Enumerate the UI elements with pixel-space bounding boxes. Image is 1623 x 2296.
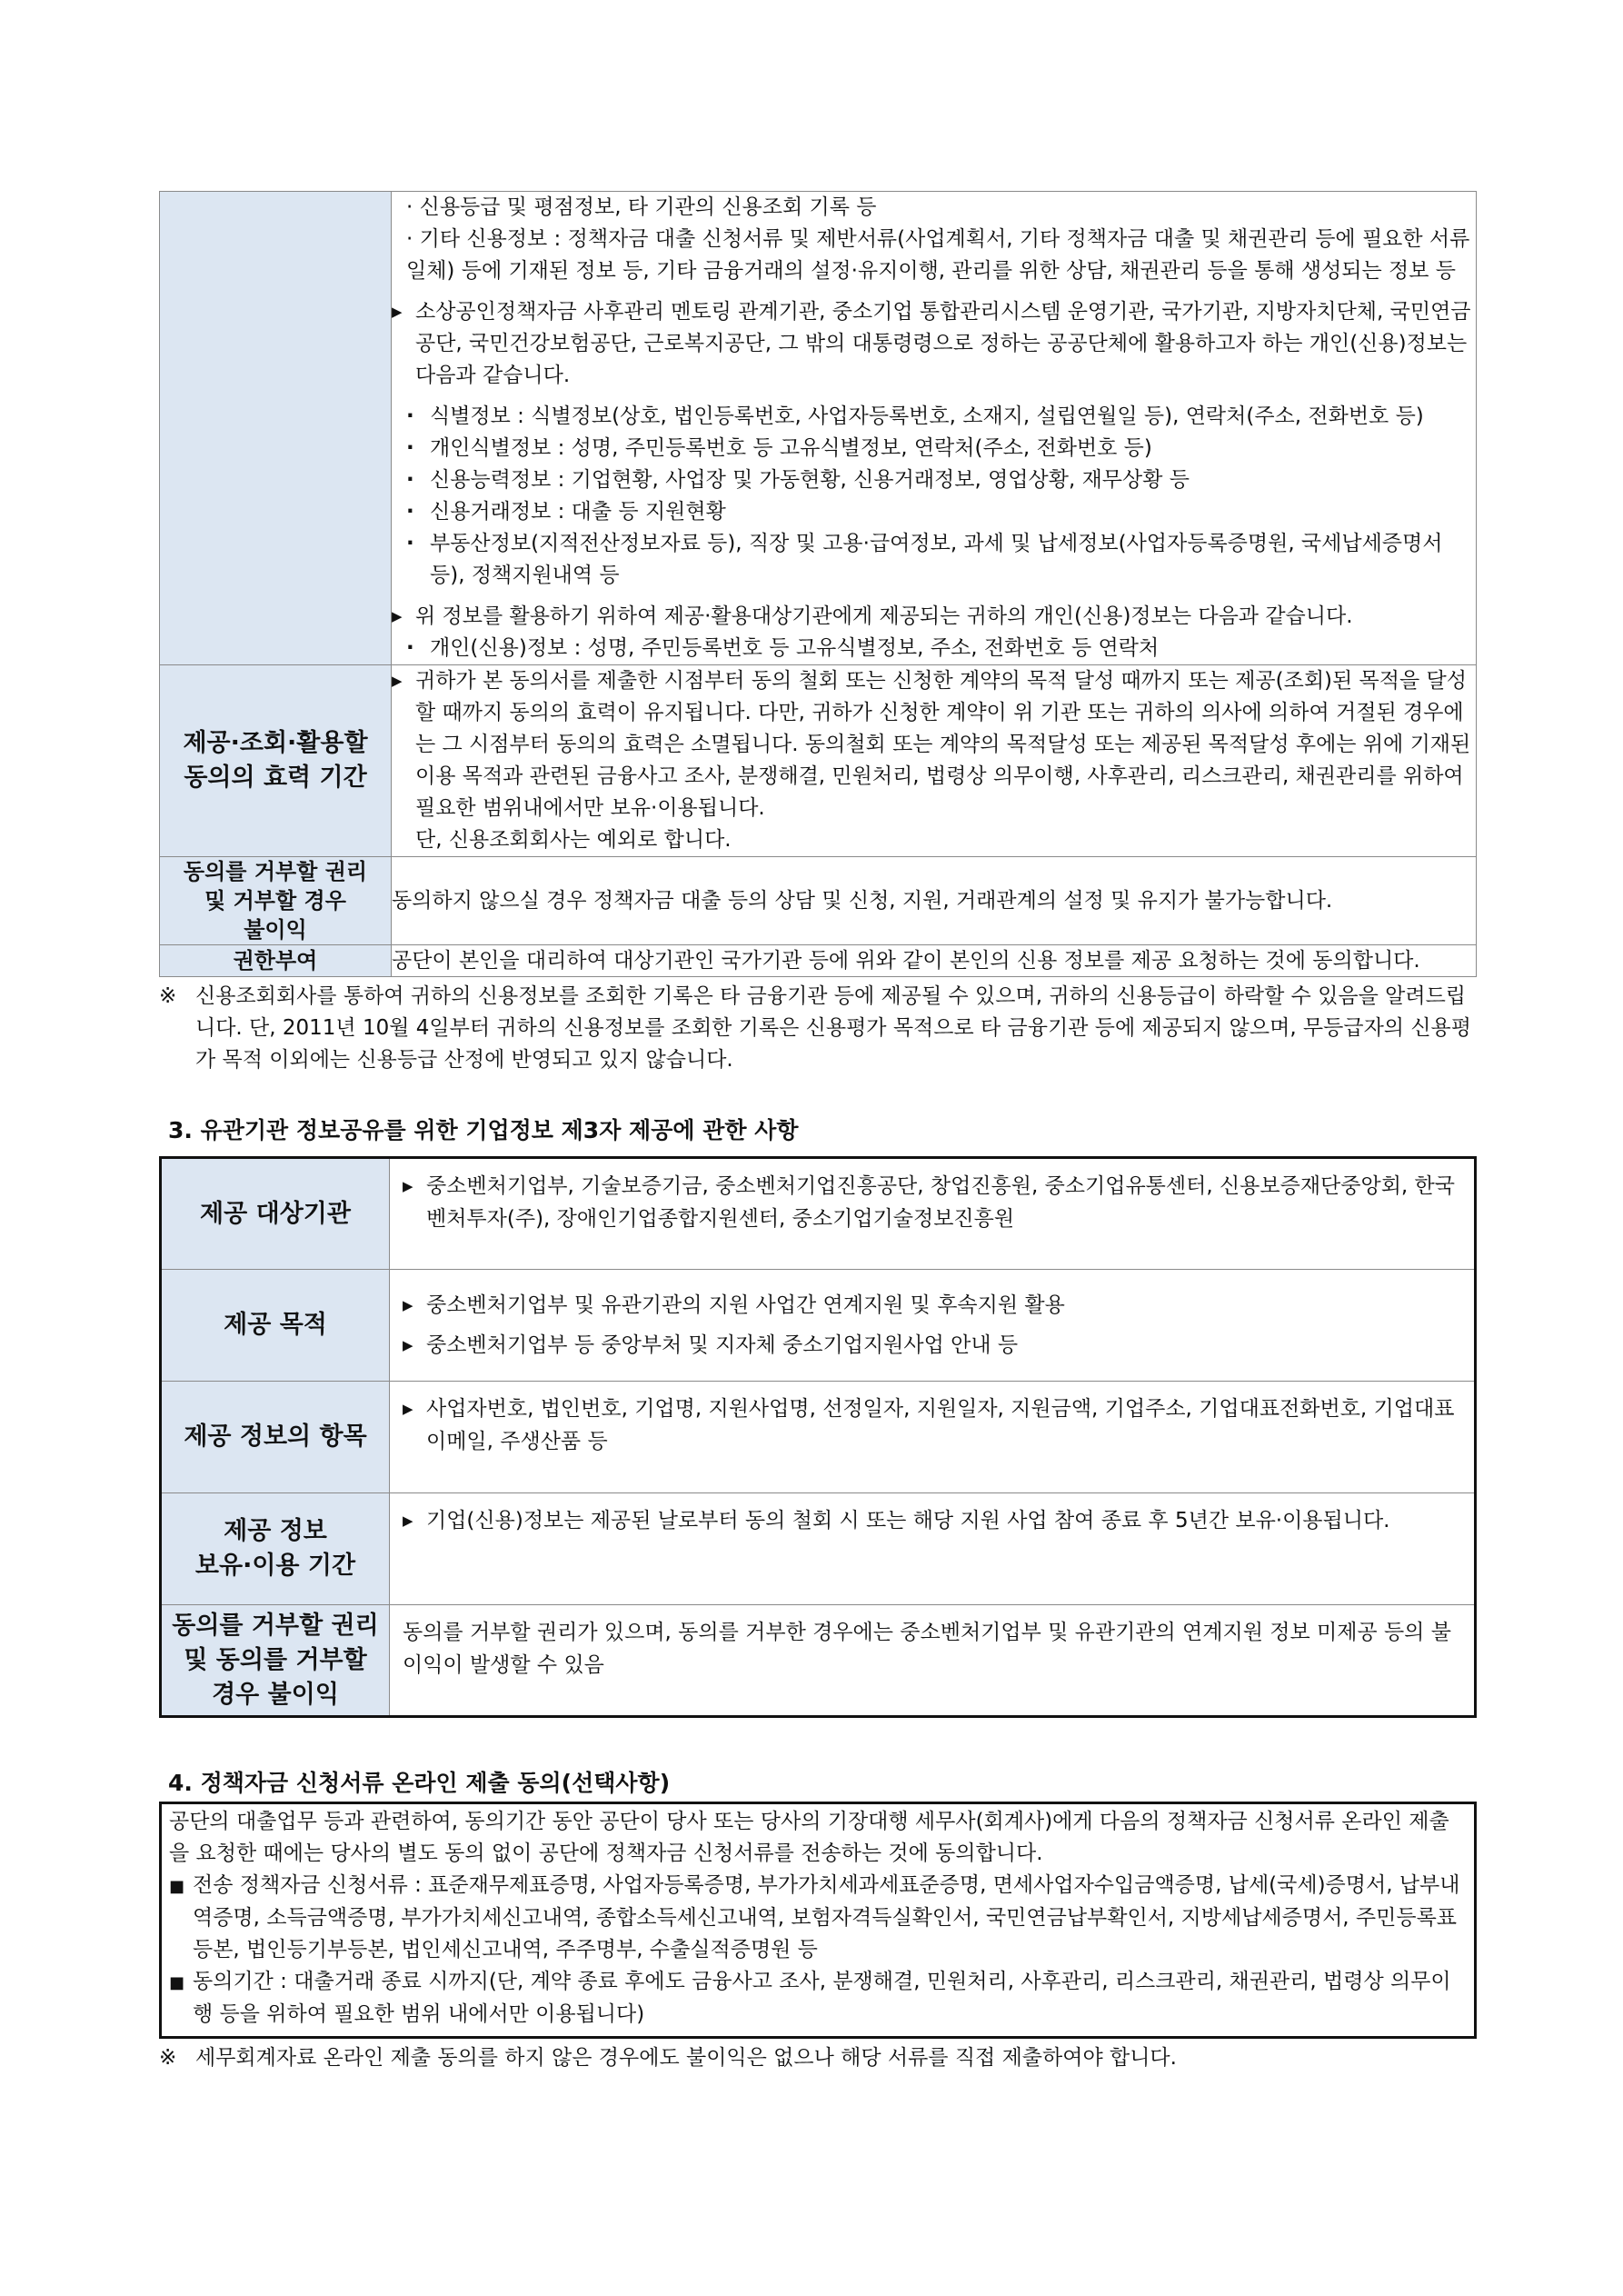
dot-item: · 개인(신용)정보 : 성명, 주민등록번호 등 고유식별정보, 주소, 전화번호 등 연락처	[392, 633, 1476, 664]
period-item: ■ 동의기간 : 대출거래 종료 시까지(단, 계약 종료 후에도 금융사고 조사, 분쟁해결, 민원처리, 사후관리, 리스크관리, 채권관리, 법령상 의무이행 등을 위하여 필요한 범위 내에서만 이용됩니다)	[169, 1966, 1467, 2031]
period-text: ▶ 귀하가 본 동의서를 제출한 시점부터 동의 철회 또는 신청한 계약의 목적 달성 때까지 또는 제공(조회)된 목적을 달성할 때까지 동의의 효력이 유지됩니다. 다만, 귀하가 신청한 계약이 위 기관 또는 귀하의 의사에 의하여 거절된 경우에는 그 시점부터 동의의 효력은 소멸됩니다. 동의철회 또는 계약의 목적달성 또는 제공된 목적달성 후에는 위에 기재된 이용 목적과 관련된 금융사고 조사, 분쟁해결, 민원처리, 법령상 의무이행, 사후관리, 리스크관리, 채권관리를 위하여 필요한 범위내에서만 보유·이용됩니다. 단, 신용조회회사는 예외로 합니다.	[392, 665, 1477, 857]
purpose-content: ▶ 중소벤처기업부 및 유관기관의 지원 사업간 연계지원 및 후속지원 활용 ▶ 중소벤처기업부 등 중앙부처 및 지자체 중소기업지원사업 안내 등	[390, 1270, 1476, 1382]
consent-table-continued	[159, 191, 1477, 977]
arrow-item: ▶ 위 정보를 활용하기 위하여 제공·활용대상기관에게 제공되는 귀하의 개인(신용)정보는 다음과 같습니다.	[392, 601, 1476, 633]
section-3-title: 3. 유관기관 정보공유를 위한 기업정보 제3자 제공에 관한 사항	[168, 1117, 799, 1143]
dot-item: · 신용거래정보 : 대출 등 지원현황	[392, 496, 1476, 528]
section-4-title: 4. 정책자금 신청서류 온라인 제출 동의(선택사항)	[168, 1770, 671, 1796]
arrow-item: ▶ 소상공인정책자금 사후관리 멘토링 관계기관, 중소기업 통합관리시스템 운영기관, 국가기관, 지방자치단체, 국민연금공단, 국민건강보험공단, 근로복지공단, 그 밖의 대통령령으로 정하는 공공단체에 활용하고자 하는 개인(신용)정보는 다음과 같습니다.	[392, 296, 1476, 392]
recipient-content: ▶ 중소벤처기업부, 기술보증기금, 중소벤처기업진흥공단, 창업진흥원, 중소기업유통센터, 신용보증재단중앙회, 한국벤처투자(주), 장애인기업종합지원센터, 중소기업기술정보진흥원	[390, 1158, 1476, 1270]
refuse-text: 동의하지 않으실 경우 정책자금 대출 등의 상담 및 신청, 지원, 거래관계의 설정 및 유지가 불가능합니다.	[392, 857, 1477, 945]
label-cell-empty	[160, 192, 392, 665]
refuse-label: 동의를 거부할 권리 및 거부할 경우 불이익	[160, 857, 392, 945]
tax-notice	[159, 2042, 1477, 2074]
note-mark: ※	[159, 2046, 177, 2070]
info-items-label: 제공 정보의 항목	[161, 1382, 390, 1493]
document-page	[159, 191, 1477, 2074]
note-text: 신용조회회사를 통하여 귀하의 신용정보를 조회한 기록은 타 금융기관 등에 제공될 수 있으며, 귀하의 신용등급이 하락할 수 있음을 알려드립니다. 단, 2011년 10월 4일부터 귀하의 신용정보를 조회한 기록은 신용평가 목적으로 타 금융기관 등에 제공되지 않으며, 무등급자의 신용평가 목적 이외에는 신용등급 산정에 반영되고 있지 않습니다.	[195, 984, 1471, 1072]
auth-label: 권한부여	[160, 945, 392, 977]
info-items-cell	[392, 192, 1477, 665]
info-items-content: ▶ 사업자번호, 법인번호, 기업명, 지원사업명, 선정일자, 지원일자, 지원금액, 기업주소, 기업대표전화번호, 기업대표이메일, 주생산품 등	[390, 1382, 1476, 1493]
purpose-label: 제공 목적	[161, 1270, 390, 1382]
online-submission-box	[159, 1802, 1477, 2039]
dot-item: · 신용능력정보 : 기업현황, 사업장 및 가동현황, 신용거래정보, 영업상황, 재무상황 등	[392, 464, 1476, 496]
credit-notice	[159, 981, 1477, 1076]
dot-item: · 부동산정보(지적전산정보자료 등), 직장 및 고용·급여정보, 과세 및 납세정보(사업자등록증명원, 국세납세증명서 등), 정책지원내역 등	[392, 528, 1476, 592]
note-mark: ※	[159, 984, 177, 1008]
dot-item: · 개인식별정보 : 성명, 주민등록번호 등 고유식별정보, 연락처(주소, 전화번호 등)	[392, 433, 1476, 464]
doc-list-item: ■ 전송 정책자금 신청서류 : 표준재무제표증명, 사업자등록증명, 부가가치세과세표준증명, 면세사업자수입금액증명, 납세(국세)증명서, 납부내역증명, 소득금액증명, 부가가치세신고내역, 종합소득세신고내역, 보험자격득실확인서, 국민연금납부확인서, 지방세납세증명서, 주민등록표등본, 법인등기부등본, 법인세신고내역, 주주명부, 수출실적증명원 등	[169, 1870, 1467, 1966]
recipient-label: 제공 대상기관	[161, 1158, 390, 1270]
third-party-table	[159, 1156, 1477, 1718]
retention-content: ▶ 기업(신용)정보는 제공된 날로부터 동의 철회 시 또는 해당 지원 사업 참여 종료 후 5년간 보유·이용됩니다.	[390, 1493, 1476, 1605]
dot-item: · 식별정보 : 식별정보(상호, 법인등록번호, 사업자등록번호, 소재지, 설립연월일 등), 연락처(주소, 전화번호 등)	[392, 401, 1476, 433]
refuse-right-label: 동의를 거부할 권리 및 동의를 거부할 경우 불이익	[161, 1605, 390, 1717]
note-text: 세무회계자료 온라인 제출 동의를 하지 않은 경우에도 불이익은 없으나 해당 서류를 직접 제출하여야 합니다.	[195, 2046, 1177, 2070]
refuse-right-content: 동의를 거부할 권리가 있으며, 동의를 거부한 경우에는 중소벤처기업부 및 유관기관의 연계지원 정보 미제공 등의 불이익이 발생할 수 있음	[390, 1605, 1476, 1717]
info-line: · 기타 신용정보 : 정책자금 대출 신청서류 및 제반서류(사업계획서, 기타 정책자금 대출 및 채권관리 등에 필요한 서류 일체) 등에 기재된 정보 등, 기타 금융거래의 설정·유지이행, 관리를 위한 상담, 채권관리 등을 통해 생성되는 정보 등	[406, 227, 1470, 283]
online-intro: 공단의 대출업무 등과 관련하여, 동의기간 동안 공단이 당사 또는 당사의 기장대행 세무사(회계사)에게 다음의 정책자금 신청서류 온라인 제출을 요청한 때에는 당사의 별도 동의 없이 공단에 정책자금 신청서류를 전송하는 것에 동의합니다.	[169, 1810, 1449, 1865]
info-line: · 신용등급 및 평점정보, 타 기관의 신용조회 기록 등	[406, 195, 877, 219]
period-label: 제공·조회·활용할 동의의 효력 기간	[160, 665, 392, 857]
auth-text: 공단이 본인을 대리하여 대상기관인 국가기관 등에 위와 같이 본인의 신용 정보를 제공 요청하는 것에 동의합니다.	[392, 945, 1477, 977]
retention-label: 제공 정보 보유·이용 기간	[161, 1493, 390, 1605]
